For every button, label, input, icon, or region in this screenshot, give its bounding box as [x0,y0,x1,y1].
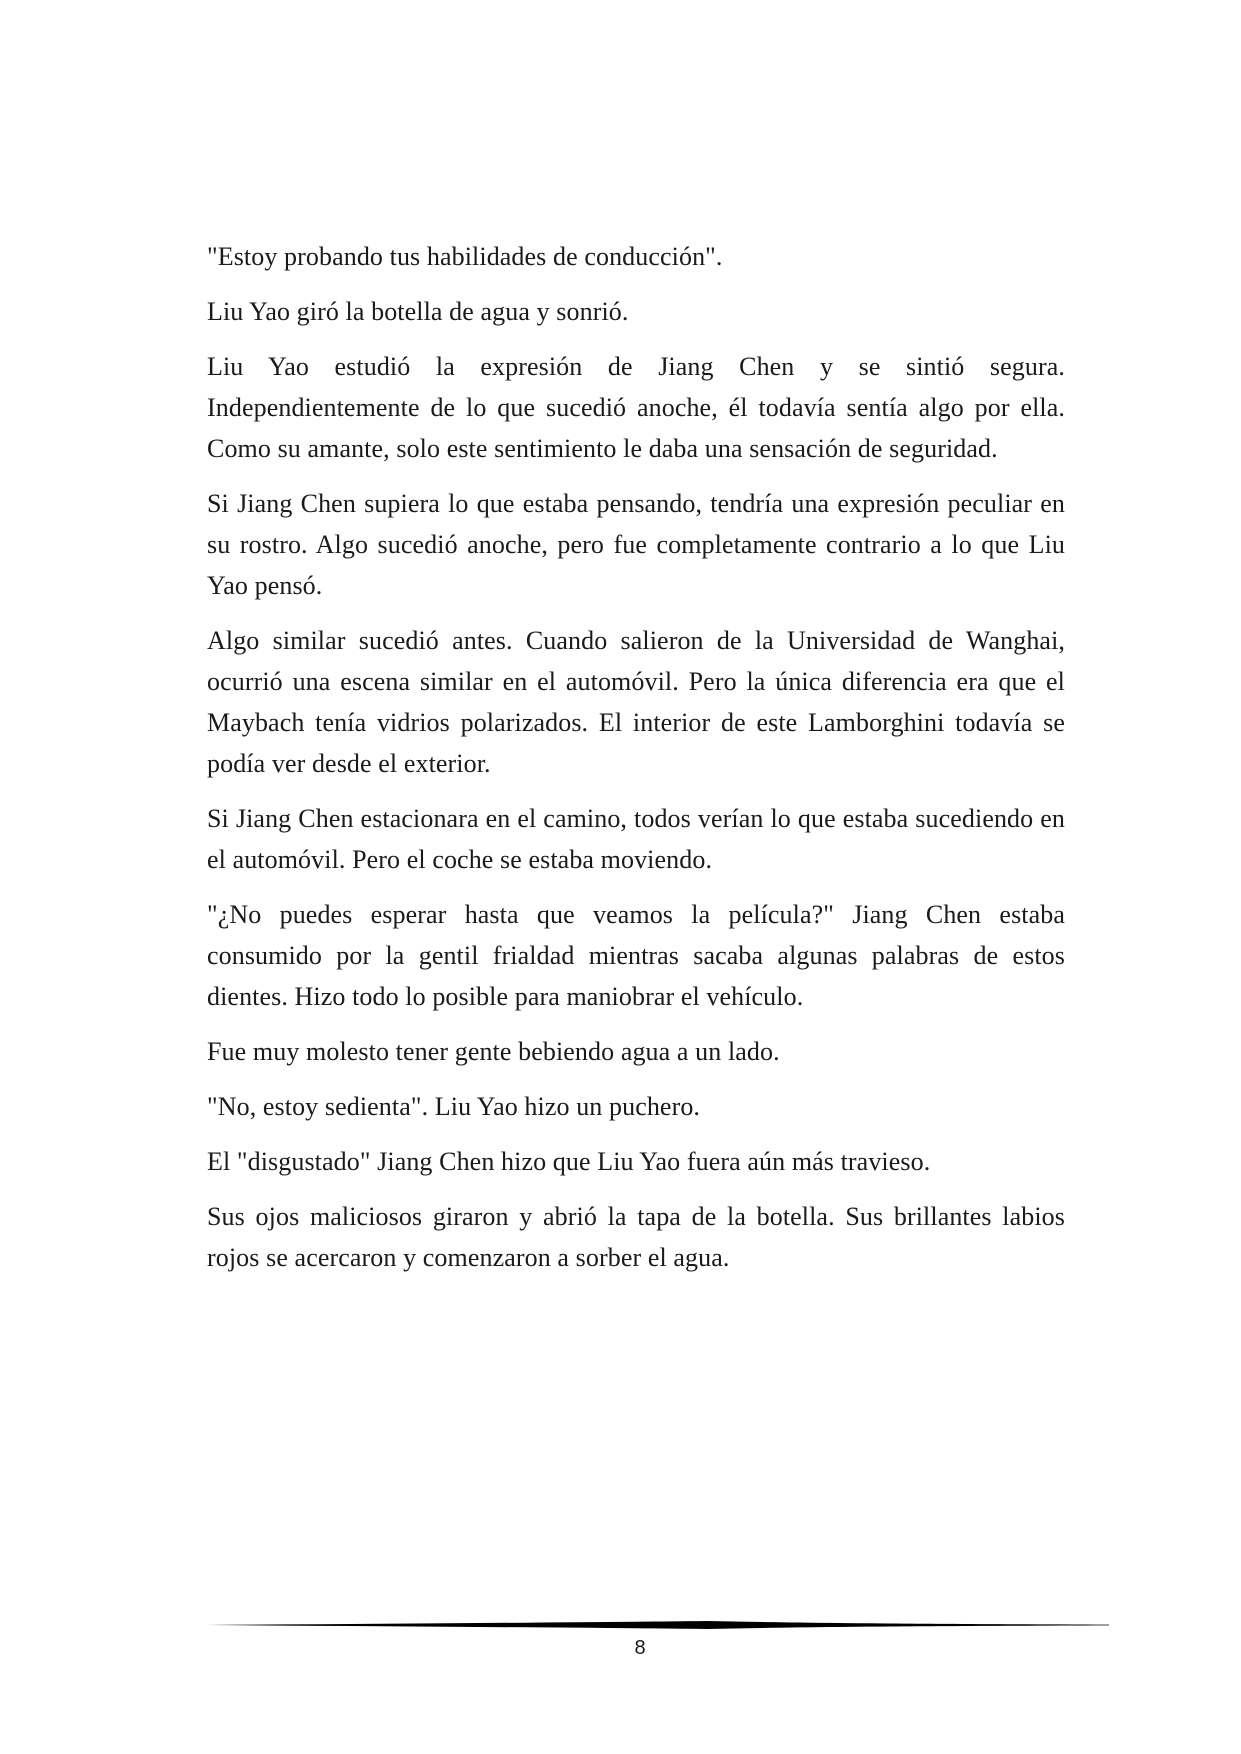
page-number: 8 [634,1637,646,1659]
paragraph-1: "Estoy probando tus habilidades de conducción". [207,242,723,271]
paragraph-2: Liu Yao giró la botella de agua y sonrió. [207,297,629,326]
paragraph-4: Si Jiang Chen supiera lo que estaba pensando, tendría una expresión peculiar en su rostro. Algo sucedió anoche, pero fue completamente contrario a lo que Liu Yao pensó. [207,489,1065,600]
paragraph-5: Algo similar sucedió antes. Cuando salieron de la Universidad de Wanghai, ocurrió una escena similar en el automóvil. Pero la única diferencia era que el Maybach tenía vidrios polarizados. El interior de este Lamborghini todavía se podía ver desde el exterior. [207,626,1065,778]
paragraph-8: Fue muy molesto tener gente bebiendo agua a un lado. [207,1037,780,1066]
paragraph-7: "¿No puedes esperar hasta que veamos la película?" Jiang Chen estaba consumido por la gentil frialdad mientras sacaba algunas palabras de estos dientes. Hizo todo lo posible para maniobrar el vehículo. [207,900,1065,1011]
paragraph-10: El "disgustado" Jiang Chen hizo que Liu Yao fuera aún más travieso. [207,1147,931,1176]
footer-rule [207,1619,1109,1631]
body-text [207,236,1065,1292]
paragraph-9: "No, estoy sedienta". Liu Yao hizo un puchero. [207,1092,701,1121]
paragraph-3: Liu Yao estudió la expresión de Jiang Chen y se sintió segura. Independientemente de lo que sucedió anoche, él todavía sentía algo por ella. Como su amante, solo este sentimiento le daba una sensación de seguridad. [207,352,1065,463]
paragraph-11: Sus ojos maliciosos giraron y abrió la tapa de la botella. Sus brillantes labios rojos se acercaron y comenzaron a sorber el agua. [207,1202,1065,1272]
paragraph-6: Si Jiang Chen estacionara en el camino, todos verían lo que estaba sucediendo en el automóvil. Pero el coche se estaba moviendo. [207,804,1065,874]
